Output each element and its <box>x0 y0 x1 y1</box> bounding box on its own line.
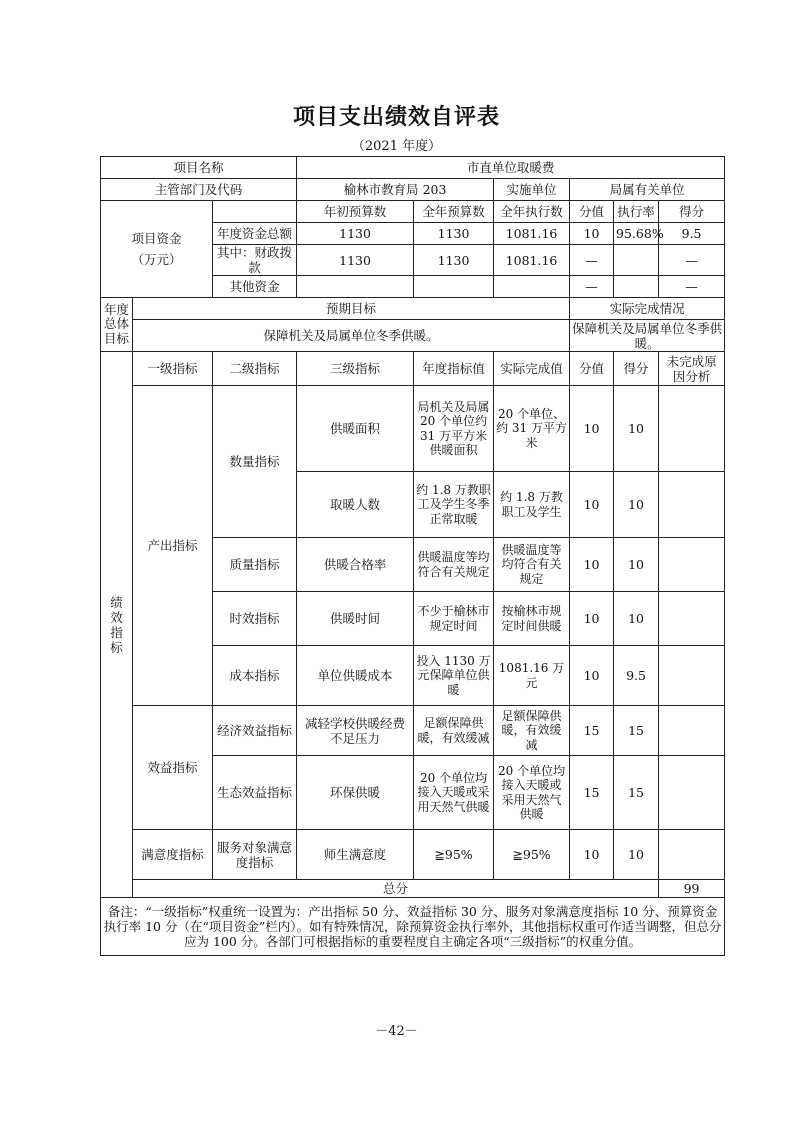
score-cell: 10 <box>614 830 659 880</box>
goals-label <box>101 298 133 352</box>
impl-label: 实施单位 <box>494 179 570 201</box>
target-cell: 投入 1130 万元保障单位供暖 <box>414 646 494 706</box>
page-number: －42－ <box>375 1024 418 1039</box>
funds-row-score: 9.5 <box>659 223 725 245</box>
actual-cell: 足额保障供暖，有效缓减 <box>494 706 570 756</box>
col-budget-full: 全年预算数 <box>414 201 494 223</box>
score-cell: 10 <box>614 386 659 472</box>
level2-cost: 成本指标 <box>213 646 297 706</box>
weight-cell: 10 <box>570 538 614 592</box>
funds-label-line1: 项目资金 <box>131 231 182 246</box>
target-cell: 约 1.8 万教职工及学生冬季正常取暖 <box>414 472 494 538</box>
level2-quality: 质量指标 <box>213 538 297 592</box>
level3-cell: 环保供暖 <box>297 756 414 830</box>
col-rate: 执行率 <box>614 201 659 223</box>
funds-row-initial: 1130 <box>297 223 414 245</box>
col-weight: 分值 <box>570 201 614 223</box>
reason-cell <box>659 592 725 646</box>
hdr-level1: 一级指标 <box>133 352 213 386</box>
level3-cell: 师生满意度 <box>297 830 414 880</box>
dept-value: 榆林市教育局 203 <box>297 179 494 201</box>
actual-result-text: 保障机关及局属单位冬季供暖。 <box>570 320 725 352</box>
actual-cell: ≧95% <box>494 830 570 880</box>
side-label-char: 绩 <box>110 594 123 610</box>
funds-row-score: — <box>659 245 725 276</box>
funds-row-weight: — <box>570 276 614 298</box>
weight-cell: 10 <box>570 830 614 880</box>
goals-label-line3: 目标 <box>103 330 129 346</box>
performance-indicators-label <box>101 352 133 898</box>
target-cell: 局机关及局属 20 个单位约 31 万平方米供暖面积 <box>414 386 494 472</box>
weight-cell: 15 <box>570 756 614 830</box>
target-cell: 不少于榆林市规定时间 <box>414 592 494 646</box>
level1-satisfaction: 满意度指标 <box>133 830 213 880</box>
funds-row-full: 1130 <box>414 245 494 276</box>
side-label-char: 指 <box>110 624 123 640</box>
weight-cell: 10 <box>570 472 614 538</box>
goals-label-line1: 年度 <box>103 301 129 317</box>
target-cell: ≧95% <box>414 830 494 880</box>
level1-output: 产出指标 <box>133 386 213 706</box>
self-evaluation-table <box>100 156 725 956</box>
col-score: 得分 <box>659 201 725 223</box>
level2-eco: 生态效益指标 <box>213 756 297 830</box>
weight-cell: 10 <box>570 592 614 646</box>
note-row <box>101 898 725 956</box>
col-exec: 全年执行数 <box>494 201 570 223</box>
department-row <box>101 179 725 201</box>
funds-row-exec: 1081.16 <box>494 223 570 245</box>
indicator-row <box>101 386 725 472</box>
reason-cell <box>659 830 725 880</box>
funds-row-initial: 1130 <box>297 245 414 276</box>
funds-row-score: — <box>659 276 725 298</box>
impl-value: 局属有关单位 <box>570 179 725 201</box>
score-cell: 15 <box>614 756 659 830</box>
goals-label-line2: 总体 <box>103 316 129 332</box>
reason-cell <box>659 646 725 706</box>
reason-cell <box>659 472 725 538</box>
score-cell: 9.5 <box>614 646 659 706</box>
level3-cell: 减轻学校供暖经费不足压力 <box>297 706 414 756</box>
weight-cell: 15 <box>570 706 614 756</box>
actual-cell: 20 个单位、约 31 万平方米 <box>494 386 570 472</box>
total-score: 99 <box>659 880 725 898</box>
reason-cell <box>659 538 725 592</box>
level3-cell: 供暖合格率 <box>297 538 414 592</box>
level1-benefit: 效益指标 <box>133 706 213 830</box>
level2-service: 服务对象满意度指标 <box>213 830 297 880</box>
hdr-weight: 分值 <box>570 352 614 386</box>
project-name-row <box>101 157 725 179</box>
funds-row-weight: — <box>570 245 614 276</box>
target-cell: 供暖温度等均符合有关规定 <box>414 538 494 592</box>
actual-cell: 按榆林市规定时间供暖 <box>494 592 570 646</box>
funds-row-full: 1130 <box>414 223 494 245</box>
hdr-actual: 实际完成值 <box>494 352 570 386</box>
total-row <box>101 880 725 898</box>
goals-content-row <box>101 320 725 352</box>
actual-cell: 1081.16 万元 <box>494 646 570 706</box>
weight-cell: 10 <box>570 386 614 472</box>
target-cell: 足额保障供暖，有效缓减 <box>414 706 494 756</box>
indicator-row <box>101 830 725 880</box>
actual-result-label: 实际完成情况 <box>570 298 725 320</box>
note-text: 备注：“一级指标”权重统一设置为：产出指标 50 分、效益指标 30 分、服务对象满意度指标 10 分、预算资金执行率 10 分（在“项目资金”栏内）。如有特殊情况，除预算资金执行率外，其他指标权重可作适当调整，但总分应为 100 分。各部门可根据指标的重要程度自主确定各项“三级指标”的权重分值。 <box>101 898 725 956</box>
actual-cell: 20 个单位均接入天暖或采用天然气供暖 <box>494 756 570 830</box>
hdr-level2: 二级指标 <box>213 352 297 386</box>
funds-row-exec: 1081.16 <box>494 245 570 276</box>
level3-cell: 供暖时间 <box>297 592 414 646</box>
score-cell: 10 <box>614 592 659 646</box>
funds-row-name: 其中：财政拨款 <box>213 245 297 276</box>
funds-row-exec <box>494 276 570 298</box>
total-label: 总分 <box>133 880 659 898</box>
target-cell: 20 个单位均接入天暖或采用天然气供暖 <box>414 756 494 830</box>
funds-row-weight: 10 <box>570 223 614 245</box>
project-name-value: 市直单位取暖费 <box>297 157 725 179</box>
funds-label <box>101 201 213 298</box>
indicator-row <box>101 706 725 756</box>
funds-blank-header <box>213 201 297 223</box>
funds-row-initial <box>297 276 414 298</box>
level3-cell: 单位供暖成本 <box>297 646 414 706</box>
funds-row-name: 其他资金 <box>213 276 297 298</box>
funds-row-full <box>414 276 494 298</box>
level2-econ: 经济效益指标 <box>213 706 297 756</box>
goals-header-row <box>101 298 725 320</box>
expected-goal-label: 预期目标 <box>133 298 570 320</box>
level2-time: 时效指标 <box>213 592 297 646</box>
funds-row-rate <box>614 276 659 298</box>
weight-cell: 10 <box>570 646 614 706</box>
actual-cell: 供暖温度等均符合有关规定 <box>494 538 570 592</box>
reason-cell <box>659 706 725 756</box>
project-name-label: 项目名称 <box>101 157 297 179</box>
hdr-reason: 未完成原因分析 <box>659 352 725 386</box>
hdr-level3: 三级指标 <box>297 352 414 386</box>
actual-cell: 约 1.8 万教职工及学生 <box>494 472 570 538</box>
hdr-score: 得分 <box>614 352 659 386</box>
funds-header-row <box>101 201 725 223</box>
reason-cell <box>659 386 725 472</box>
indicator-header-row <box>101 352 725 386</box>
level2-quantity: 数量指标 <box>213 386 297 538</box>
funds-row-rate: 95.68% <box>614 223 659 245</box>
dept-label: 主管部门及代码 <box>101 179 297 201</box>
level3-cell: 供暖面积 <box>297 386 414 472</box>
reason-cell <box>659 756 725 830</box>
expected-goal-text: 保障机关及局属单位冬季供暖。 <box>133 320 570 352</box>
col-budget-initial: 年初预算数 <box>297 201 414 223</box>
funds-row-name: 年度资金总额 <box>213 223 297 245</box>
year-label: （2021 年度） <box>351 139 442 154</box>
hdr-target: 年度指标值 <box>414 352 494 386</box>
score-cell: 15 <box>614 706 659 756</box>
score-cell: 10 <box>614 538 659 592</box>
level3-cell: 取暖人数 <box>297 472 414 538</box>
funds-row-rate <box>614 245 659 276</box>
funds-label-line2: （万元） <box>131 252 182 267</box>
side-label-char: 效 <box>110 609 123 625</box>
side-label-char: 标 <box>110 639 123 655</box>
page-title: 项目支出绩效自评表 <box>292 104 500 130</box>
score-cell: 10 <box>614 472 659 538</box>
